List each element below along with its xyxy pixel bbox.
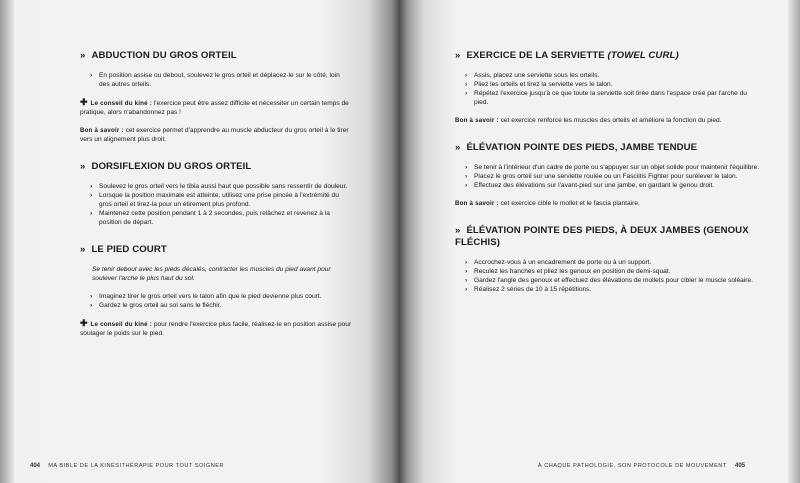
cross-icon: ✚	[80, 318, 88, 328]
tip-label: Le conseil du kiné :	[90, 321, 152, 328]
list-item: › Réalisez 2 séries de 10 à 15 répétitions.	[465, 285, 760, 294]
note-label: Bon à savoir :	[455, 117, 499, 124]
list-item: › Gardez le gros orteil au sol sans le fléchir.	[90, 301, 352, 310]
list-item: › Pliez les orteils et tirez la serviette vers le talon.	[465, 80, 760, 89]
list-item: › En position assise ou debout, soulevez le gros orteil et déplacez-le sur le côté, loin des autres orteils.	[90, 71, 352, 89]
list-item: › Imaginez tirer le gros orteil vers le talon afin que le pied devienne plus court.	[90, 292, 352, 301]
list-item: › Reculez les hanches et pliez les genoux en position de demi-squat.	[465, 267, 760, 276]
chevron-icon: »	[455, 225, 461, 236]
bullet-list	[80, 71, 352, 89]
right-footer	[538, 463, 745, 469]
list-item: › Répétez l'exercice jusqu'à ce que toute la serviette soit tirée dans l'espace créé par l'arche du pied.	[465, 89, 760, 107]
section-title: » ABDUCTION DU GROS ORTEIL	[80, 50, 237, 61]
bullet-list	[455, 163, 760, 190]
tip-paragraph: ✚ Le conseil du kiné : pour rendre l'exercice plus facile, réalisez-le en position assise pour soulager le poids sur le pied.	[80, 318, 352, 337]
bullet-list	[455, 258, 760, 294]
list-item: › Assis, placez une serviette sous les orteils.	[465, 71, 760, 80]
chevron-icon: »	[455, 142, 461, 153]
note-paragraph: Bon à savoir : cet exercice cible le mollet et le fascia plantaire.	[455, 200, 640, 207]
list-item: › Gardez l'angle des genoux et effectuez des élévations de mollets pour cibler le muscle soléaire.	[465, 276, 760, 285]
note-paragraph: Bon à savoir : cet exercice renforce les muscles des orteils et améliore la fonction du pied.	[455, 117, 722, 124]
page-number: 404	[30, 463, 41, 469]
chevron-icon: »	[80, 244, 86, 255]
list-item: › Maintenez cette position pendant 1 à 2 secondes, puis relâchez et revenez à la position de départ.	[90, 209, 352, 227]
section-title: » DORSIFLEXION DU GROS ORTEIL	[80, 161, 252, 172]
running-title: À CHAQUE PATHOLOGIE, SON PROTOCOLE DE MOUVEMENT	[537, 463, 727, 469]
page-number: 405	[734, 463, 745, 469]
list-item: › Placez le gros orteil sur une serviette roulée ou un Fasciitis Fighter pour surélever le talon.	[465, 172, 760, 181]
list-item: › Soulevez le gros orteil vers le tibia aussi haut que possible sans ressentir de douleur.	[90, 182, 352, 191]
section-title: » LE PIED COURT	[80, 244, 167, 255]
section-title: » ÉLÉVATION POINTE DES PIEDS, JAMBE TENDUE	[455, 142, 698, 153]
intro-paragraph: Se tenir debout avec les pieds décalés, contracter les muscles du pied avant pour soulever l'arche le plus haut du sol.	[92, 266, 331, 282]
tip-label: Le conseil du kiné :	[90, 100, 152, 107]
list-item: › Accrochez-vous à un encadrement de porte ou à un support.	[465, 258, 760, 267]
chevron-icon: »	[80, 50, 86, 61]
note-paragraph: Bon à savoir : cet exercice permet d'apprendre au muscle abducteur du gros orteil à le tirer vers un alignement plus droit.	[80, 127, 349, 143]
section-towel-curl	[455, 50, 760, 125]
left-footer	[30, 463, 224, 469]
list-item: › Effectuez des élévations sur l'avant-pied sur une jambe, en gardant le genou droit.	[465, 181, 760, 190]
note-label: Bon à savoir :	[80, 127, 124, 134]
section-deux-jambes	[455, 225, 760, 294]
bullet-list	[455, 71, 760, 107]
section-jambe-tendue	[455, 142, 760, 208]
section-title: » ÉLÉVATION POINTE DES PIEDS, À DEUX JAMBES (GENOUX FLÉCHIS)	[455, 225, 749, 248]
bullet-list	[80, 182, 352, 227]
chevron-icon: »	[80, 161, 86, 172]
section-title: » EXERCICE DE LA SERVIETTE (TOWEL CURL)	[455, 50, 679, 61]
section-pied-court	[80, 244, 352, 338]
running-title: MA BIBLE DE LA KINÉSITHÉRAPIE POUR TOUT SOIGNER	[48, 463, 225, 469]
chevron-icon: »	[455, 50, 461, 61]
bullet-list	[80, 292, 352, 310]
tip-paragraph: ✚ Le conseil du kiné : l'exercice peut être assez difficile et nécessiter un certain temps de pratique, alors n'abandonnez pas !	[80, 97, 349, 116]
cross-icon: ✚	[80, 97, 88, 107]
note-label: Bon à savoir :	[455, 200, 499, 207]
section-abduction	[80, 50, 352, 144]
right-page	[400, 0, 800, 483]
section-dorsiflexion	[80, 161, 352, 227]
list-item: › Se tenir à l'intérieur d'un cadre de porte ou s'appuyer sur un objet solide pour maintenir l'équilibre.	[465, 163, 760, 172]
list-item: › Lorsque la position maximale est atteinte, utilisez une prise pincée à l'extrémité du gros orteil et tirez-la pour un étirement plus profond.	[90, 191, 352, 209]
